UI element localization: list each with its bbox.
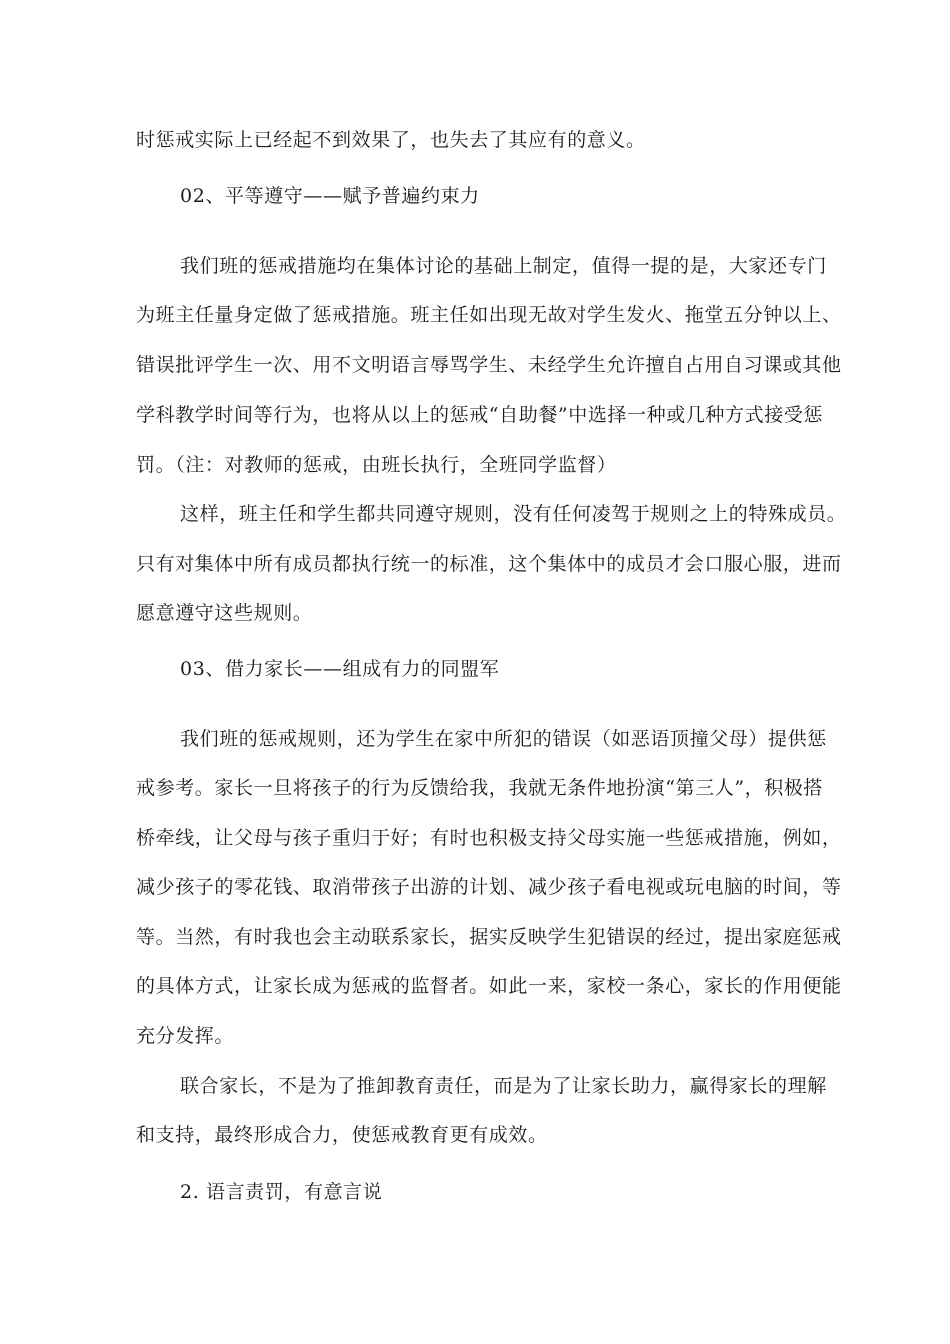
section-heading: 2. 语言责罚，有意言说 bbox=[180, 1181, 383, 1203]
paragraph-line: 桥牵线，让父母与孩子重归于好；有时也积极支持父母实施一些惩戒措施，例如， bbox=[136, 827, 842, 849]
paragraph-line: 我们班的惩戒规则，还为学生在家中所犯的错误（如恶语顶撞父母）提供惩 bbox=[180, 728, 827, 750]
paragraph-line: 等。当然，有时我也会主动联系家长，据实反映学生犯错误的经过，提出家庭惩戒 bbox=[136, 926, 842, 948]
paragraph-line: 和支持，最终形成合力，使惩戒教育更有成效。 bbox=[136, 1124, 548, 1146]
paragraph-line: 只有对集体中所有成员都执行统一的标准，这个集体中的成员才会口服心服，进而 bbox=[136, 553, 842, 575]
paragraph-line: 联合家长，不是为了推卸教育责任，而是为了让家长助力，赢得家长的理解 bbox=[180, 1075, 827, 1097]
paragraph-line: 时惩戒实际上已经起不到效果了，也失去了其应有的意义。 bbox=[136, 129, 646, 151]
paragraph-line: 罚。（注：对教师的惩戒，由班长执行，全班同学监督） bbox=[136, 454, 617, 476]
paragraph-line: 学科教学时间等行为，也将从以上的惩戒“自助餐”中选择一种或几种方式接受惩 bbox=[136, 404, 824, 426]
section-heading: 03、借力家长——组成有力的同盟军 bbox=[180, 658, 500, 680]
paragraph-line: 愿意遵守这些规则。 bbox=[136, 602, 313, 624]
paragraph-line: 错误批评学生一次、用不文明语言辱骂学生、未经学生允许擅自占用自习课或其他 bbox=[136, 354, 842, 376]
paragraph-line: 充分发挥。 bbox=[136, 1025, 235, 1047]
paragraph-line: 减少孩子的零花钱、取消带孩子出游的计划、减少孩子看电视或玩电脑的时间，等 bbox=[136, 876, 842, 898]
paragraph-line: 为班主任量身定做了惩戒措施。班主任如出现无故对学生发火、拖堂五分钟以上、 bbox=[136, 304, 842, 326]
paragraph-line: 戒参考。家长一旦将孩子的行为反馈给我，我就无条件地扮演“第三人”，积极搭 bbox=[136, 777, 824, 799]
paragraph-line: 这样，班主任和学生都共同遵守规则，没有任何凌驾于规则之上的特殊成员。 bbox=[180, 503, 847, 525]
paragraph-line: 的具体方式，让家长成为惩戒的监督者。如此一来，家校一条心，家长的作用便能 bbox=[136, 975, 842, 997]
paragraph-line: 我们班的惩戒措施均在集体讨论的基础上制定，值得一提的是，大家还专门 bbox=[180, 255, 827, 277]
section-heading: 02、平等遵守——赋予普遍约束力 bbox=[180, 185, 480, 207]
